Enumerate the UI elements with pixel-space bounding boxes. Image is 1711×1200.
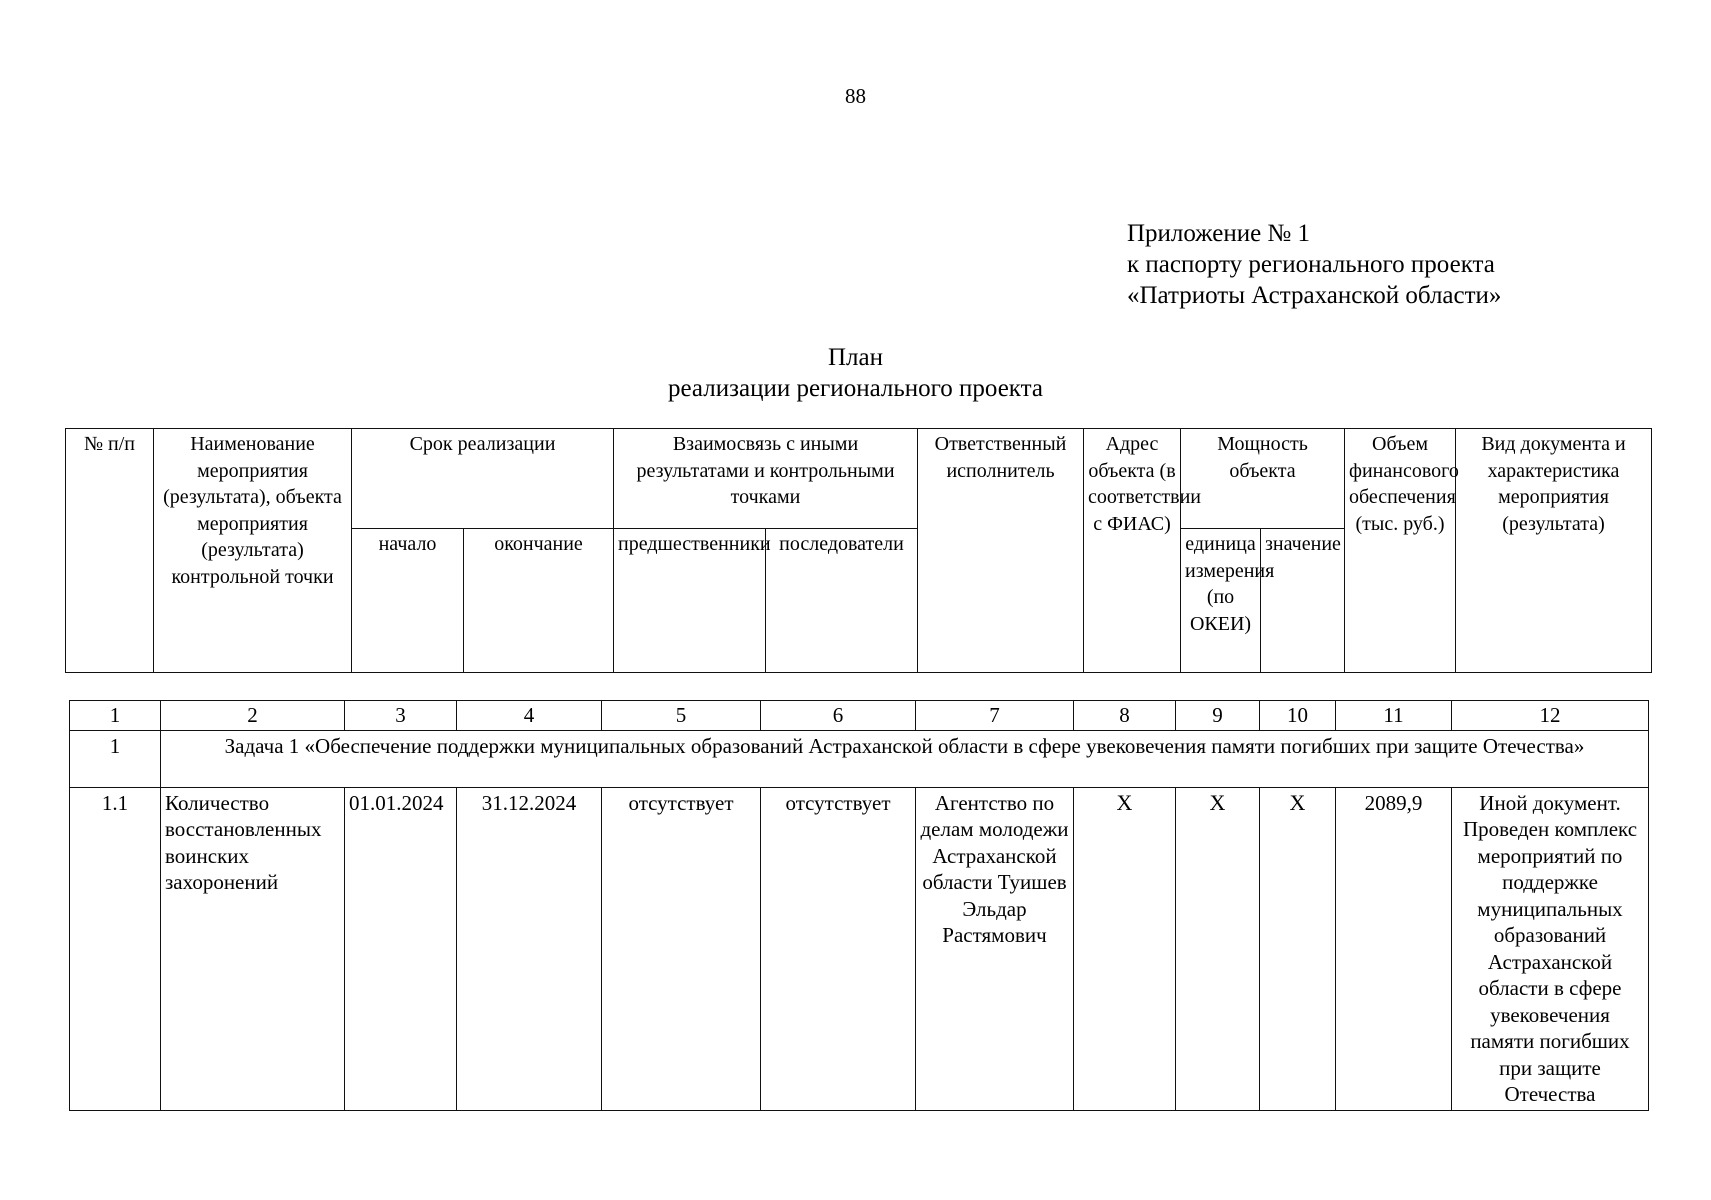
header-address: Адрес объекта (в соответствии с ФИАС): [1084, 429, 1181, 673]
row-doc-type: Иной документ. Проведен комплекс мероприятий по поддержке муниципальных образований Астраханской области в сфере увековечения памяти погибших при защите Отечества: [1452, 787, 1649, 1110]
header-end: окончание: [464, 529, 614, 673]
header-name: Наименование мероприятия (результата), объекта мероприятия (результата) контрольной точки: [154, 429, 352, 673]
header-value: значение: [1261, 529, 1345, 673]
column-number: 5: [602, 701, 761, 731]
row-funding: 2089,9: [1336, 787, 1452, 1110]
header-links: Взаимосвязь с иными результатами и контрольными точками: [614, 429, 918, 529]
appendix-line-1: Приложение № 1: [1127, 220, 1311, 247]
column-number: 9: [1176, 701, 1260, 731]
page-number: 88: [845, 84, 866, 108]
row-unit: Х: [1176, 787, 1260, 1110]
column-number: 12: [1452, 701, 1649, 731]
header-capacity: Мощность объекта: [1181, 429, 1345, 529]
row-name: Количество восстановленных воинских захоронений: [161, 787, 345, 1110]
column-number-row: [70, 701, 1649, 731]
row-number: 1.1: [70, 787, 161, 1110]
header-unit: единица измерения (по ОКЕИ): [1181, 529, 1261, 673]
column-number: 4: [457, 701, 602, 731]
row-address: Х: [1074, 787, 1176, 1110]
column-number: 6: [761, 701, 916, 731]
appendix-line-2: к паспорту регионального проекта: [1127, 251, 1495, 278]
title-line-2: реализации регионального проекта: [668, 375, 1043, 402]
header-funding: Объем финансового обеспечения (тыс. руб.): [1345, 429, 1456, 673]
task-row: [70, 730, 1649, 787]
header-num: № п/п: [66, 429, 154, 673]
column-number: 3: [345, 701, 457, 731]
title-line-1: План: [827, 344, 883, 371]
row-value: Х: [1260, 787, 1336, 1110]
header-predecessors: предшественники: [614, 529, 766, 673]
header-responsible: Ответственный исполнитель: [918, 429, 1084, 673]
plan-body-table: [69, 700, 1649, 1111]
plan-header-table: [65, 428, 1652, 673]
appendix-line-3: «Патриоты Астраханской области»: [1127, 282, 1502, 309]
header-doc-type: Вид документа и характеристика мероприятия (результата): [1456, 429, 1652, 673]
column-number: 7: [916, 701, 1074, 731]
row-end-date: 31.12.2024: [457, 787, 602, 1110]
task-text: Задача 1 «Обеспечение поддержки муниципальных образований Астраханской области в сфере увековечения памяти погибших при защите Отечества»: [161, 730, 1649, 787]
header-period: Срок реализации: [352, 429, 614, 529]
row-start-date: 01.01.2024: [345, 787, 457, 1110]
header-start: начало: [352, 529, 464, 673]
column-number: 2: [161, 701, 345, 731]
header-successors: последователи: [766, 529, 918, 673]
row-responsible: Агентство по делам молодежи Астраханской области Туишев Эльдар Растямович: [916, 787, 1074, 1110]
column-number: 1: [70, 701, 161, 731]
row-successors: отсутствует: [761, 787, 916, 1110]
document-title: [0, 342, 1711, 404]
column-number: 11: [1336, 701, 1452, 731]
appendix-note: [1127, 218, 1501, 311]
task-number: 1: [70, 730, 161, 787]
column-number: 10: [1260, 701, 1336, 731]
column-number: 8: [1074, 701, 1176, 731]
row-predecessors: отсутствует: [602, 787, 761, 1110]
table-row: [70, 787, 1649, 1110]
